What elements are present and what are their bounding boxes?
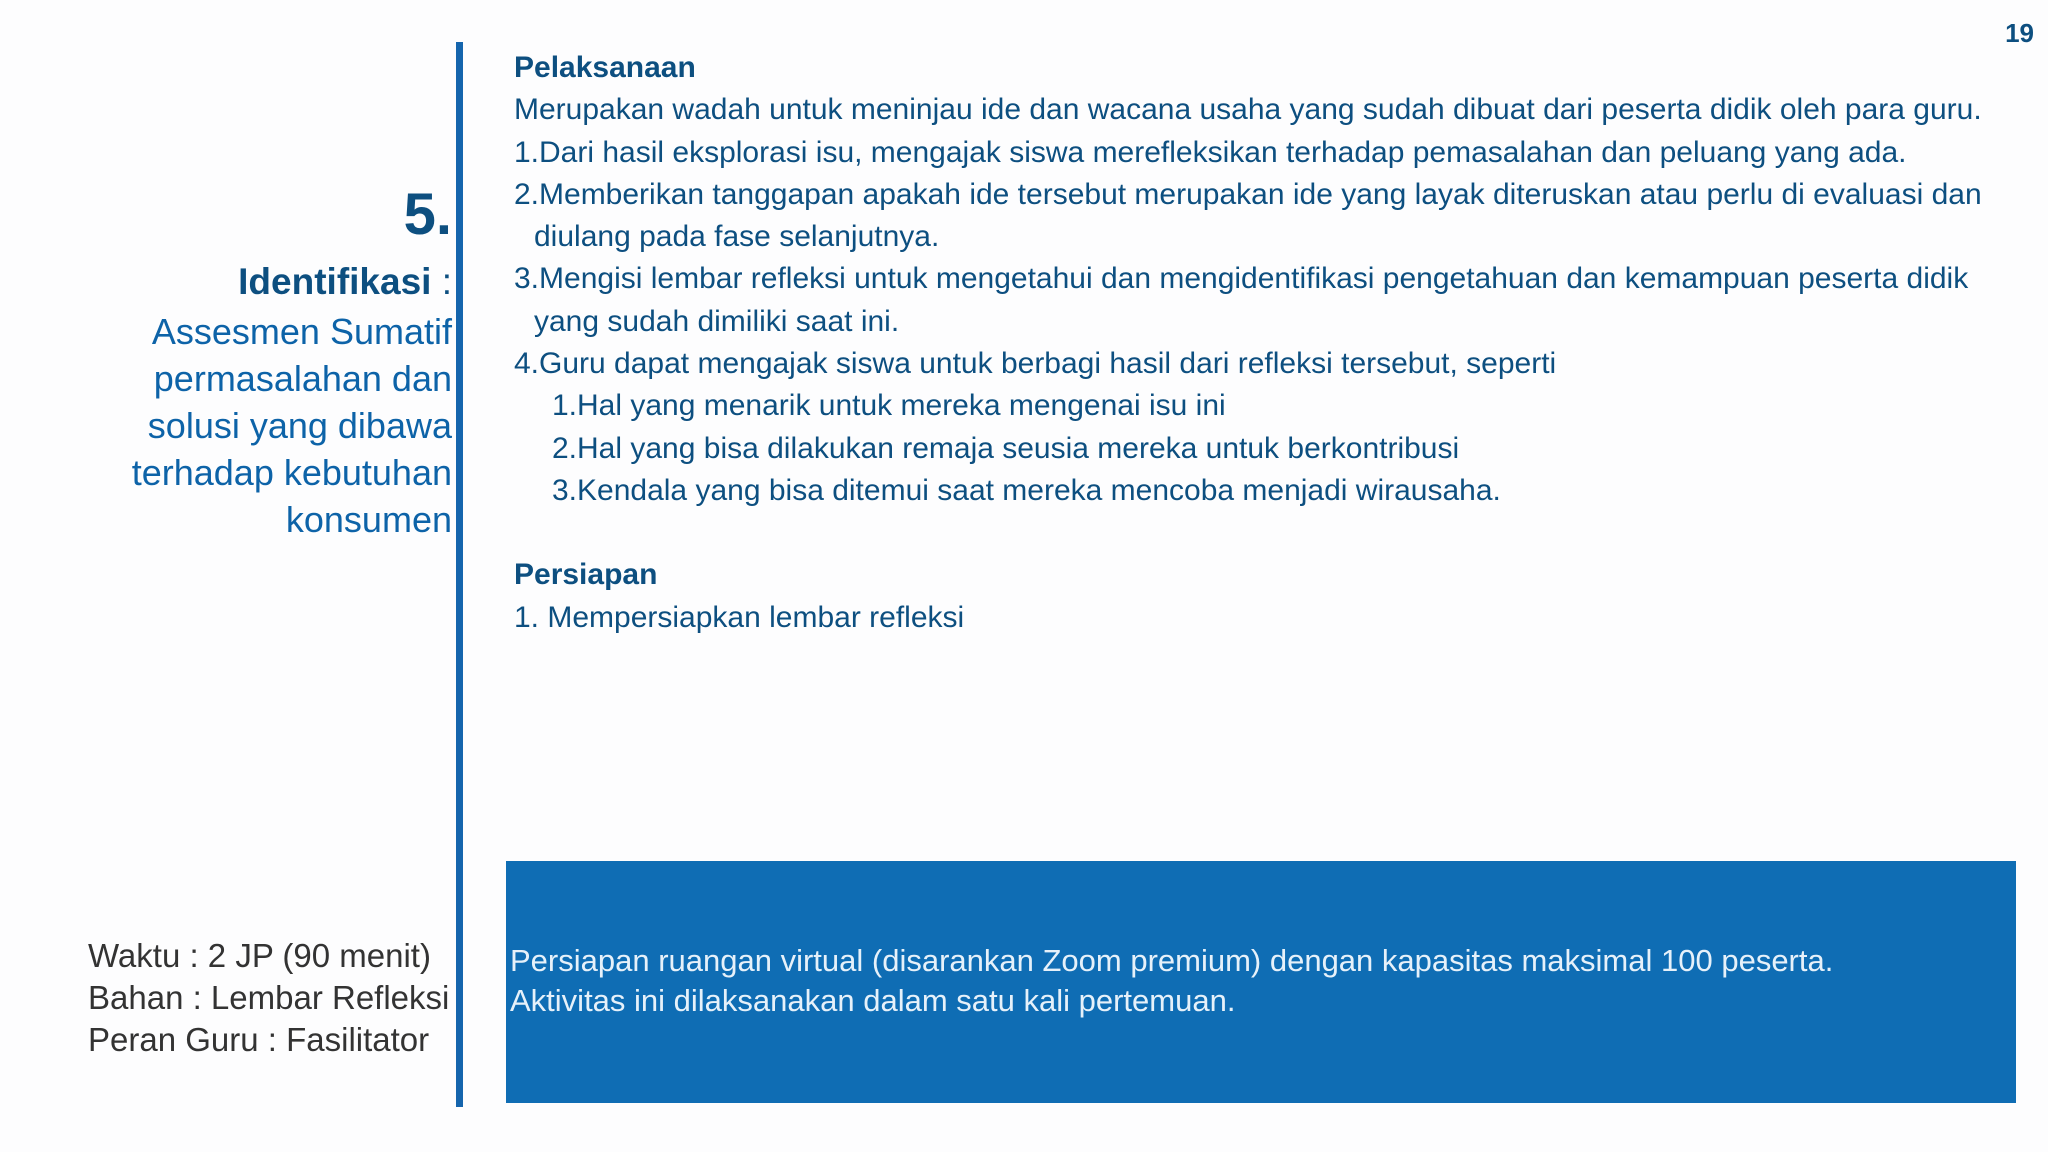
page-number: 19 [2005, 18, 2034, 48]
step-subtitle-line: Assesmen Sumatif [151, 311, 452, 352]
step-heading-colon: : [441, 261, 452, 302]
meta-role: Peran Guru : Fasilitator [88, 1021, 430, 1058]
section-spacer [514, 512, 2004, 554]
step-heading-text: Identifikasi [238, 261, 432, 302]
vertical-divider [456, 42, 463, 1107]
step-title-block [90, 180, 452, 543]
pelaksanaan-item: 4.Guru dapat mengajak siswa untuk berbagi hasil dari refleksi tersebut, seperti [514, 347, 1557, 381]
meta-time: Waktu : 2 JP (90 menit) [88, 937, 431, 974]
step-subtitle-line: permasalahan dan [153, 358, 452, 399]
step-subtitle-line: solusi yang dibawa [147, 405, 452, 446]
meta-info [88, 935, 449, 1061]
step-number: 5. [403, 182, 452, 247]
pelaksanaan-sub-item: 3.Kendala yang bisa ditemui saat mereka mencoba menjadi wirausaha. [552, 473, 1501, 507]
note-text [510, 941, 2000, 1021]
pelaksanaan-sub-item: 1.Hal yang menarik untuk mereka mengenai isu ini [552, 389, 1226, 423]
note-line: Aktivitas ini dilaksanakan dalam satu kali pertemuan. [510, 983, 1236, 1018]
pelaksanaan-item: 3.Mengisi lembar refleksi untuk mengetahui dan mengidentifikasi pengetahuan dan kemampuan peserta didik yang sudah dimiliki saat ini. [514, 262, 1969, 338]
note-line: Persiapan ruangan virtual (disarankan Zoom premium) dengan kapasitas maksimal 100 peserta. [510, 943, 1834, 978]
persiapan-item: 1. Mempersiapkan lembar refleksi [514, 600, 965, 634]
note-box [506, 861, 2016, 1103]
pelaksanaan-item: 2.Memberikan tanggapan apakah ide tersebut merupakan ide yang layak diteruskan atau perlu di evaluasi dan diulang pada fase selanjutnya. [514, 177, 1982, 254]
step-subtitle-line: terhadap kebutuhan [131, 452, 452, 493]
persiapan-title: Persiapan [514, 558, 658, 592]
main-content [514, 47, 2004, 639]
meta-material: Bahan : Lembar Refleksi [88, 979, 450, 1016]
pelaksanaan-intro: Merupakan wadah untuk meninjau ide dan wacana usaha yang sudah dibuat dari peserta didik oleh para guru. [514, 93, 1982, 127]
step-subtitle [90, 308, 452, 543]
pelaksanaan-sub-item: 2.Hal yang bisa dilakukan remaja seusia mereka untuk berkontribusi [552, 431, 1460, 465]
step-subtitle-line: konsumen [285, 499, 452, 540]
pelaksanaan-item: 1.Dari hasil eksplorasi isu, mengajak siswa merefleksikan terhadap pemasalahan dan peluang yang ada. [514, 135, 1907, 169]
step-heading [90, 256, 452, 308]
pelaksanaan-title: Pelaksanaan [514, 51, 696, 84]
